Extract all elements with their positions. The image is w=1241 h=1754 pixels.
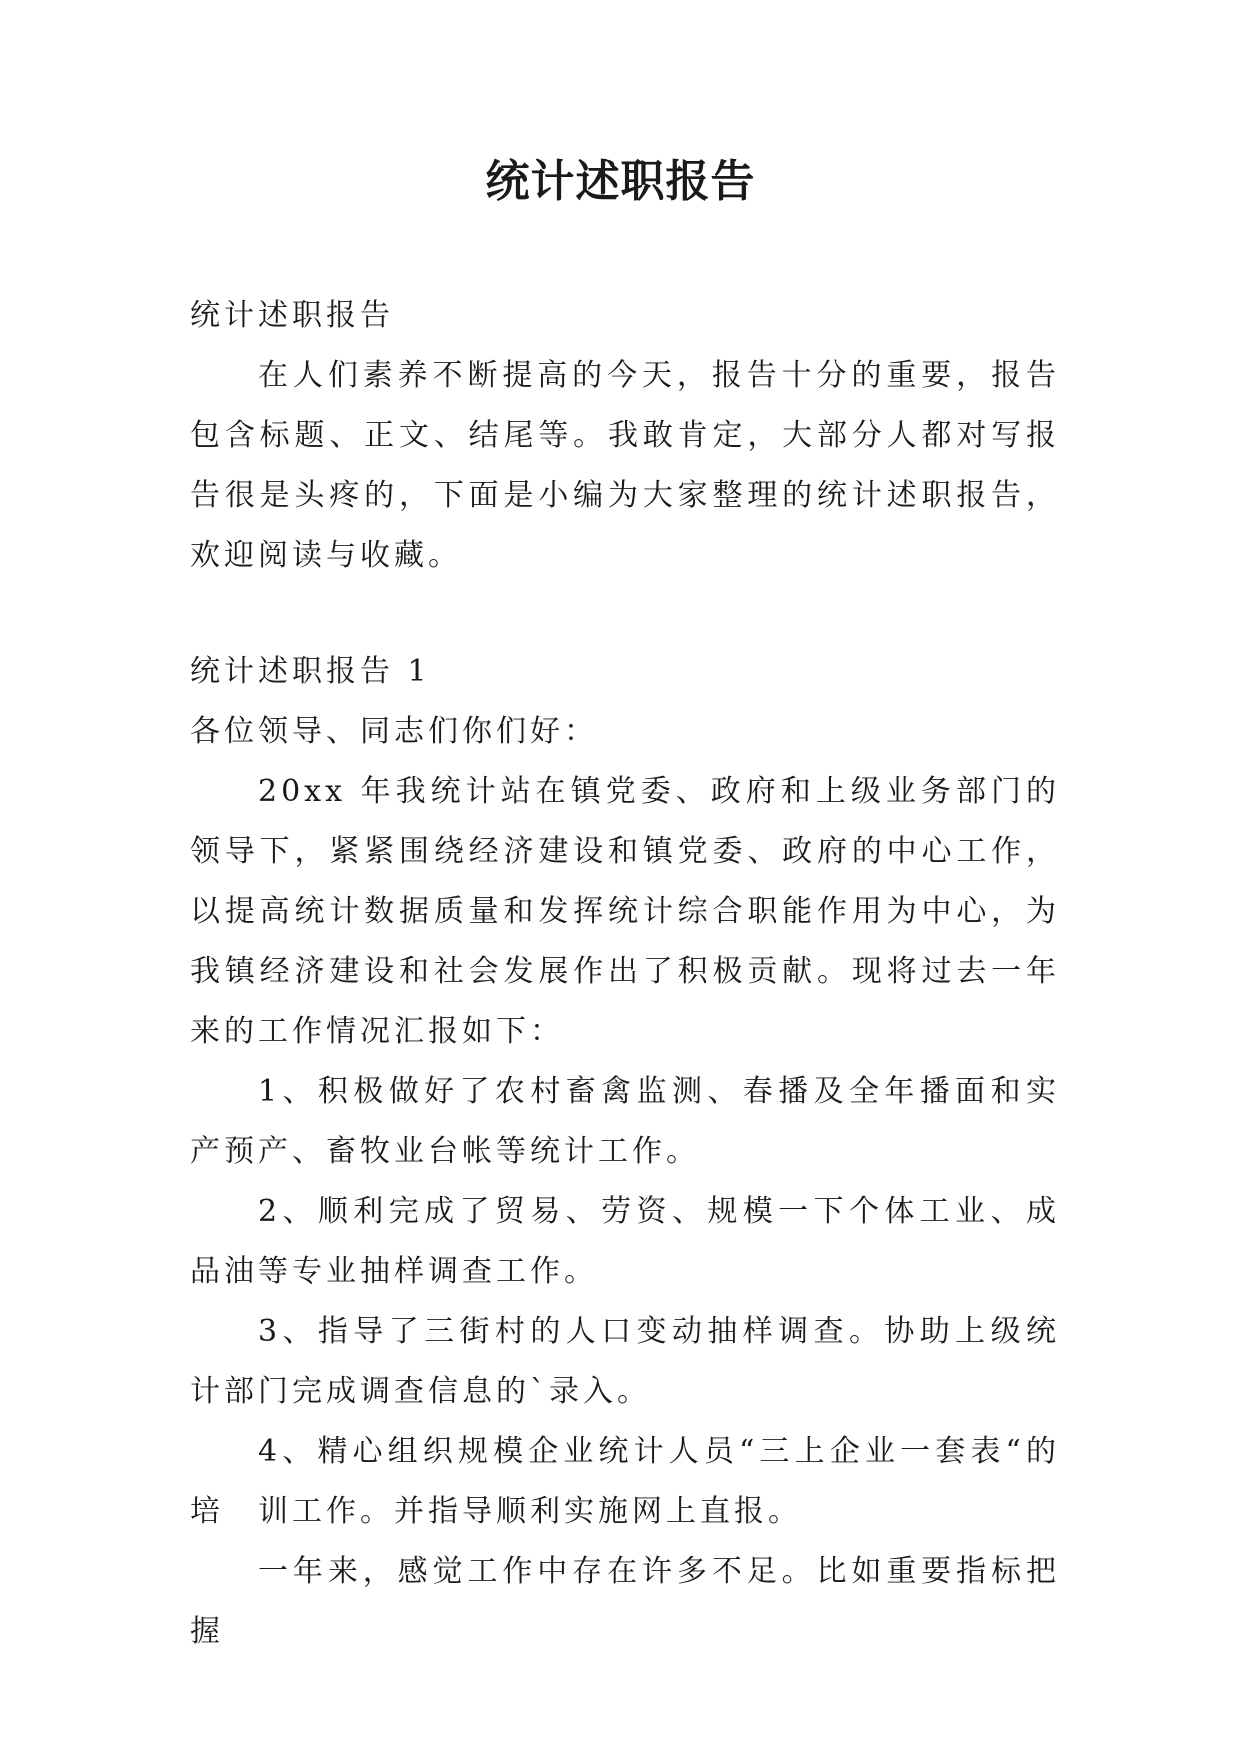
list-item: 4、精心组织规模企业统计人员“三上企业一套表“的培 训工作。并指导顺利实施网上直报。 (190, 1434, 1060, 1529)
report-heading: 统计述职报告 1 (190, 654, 431, 689)
document-title: 统计述职报告 (485, 156, 756, 207)
list-item: 3、指导了三街村的人口变动抽样调查。协助上级统计部门完成调查信息的`录入。 (190, 1314, 1060, 1409)
section-heading: 统计述职报告 (190, 298, 394, 333)
list-item: 1、积极做好了农村畜禽监测、春播及全年播面和实产预产、畜牧业台帐等统计工作。 (190, 1074, 1060, 1169)
list-item: 2、顺利完成了贸易、劳资、规模一下个体工业、成品油等专业抽样调查工作。 (190, 1194, 1060, 1289)
intro-paragraph: 在人们素养不断提高的今天，报告十分的重要，报告包含标题、正文、结尾等。我敢肯定，大部分人都对写报告很是头疼的，下面是小编为大家整理的统计述职报告，欢迎阅读与收藏。 (190, 358, 1060, 573)
salutation: 各位领导、同志们你们好： (190, 714, 598, 749)
body-paragraph: 一年来，感觉工作中存在许多不足。比如重要指标把握 (190, 1554, 1060, 1649)
body-paragraph: 20xx 年我统计站在镇党委、政府和上级业务部门的领导下，紧紧围绕经济建设和镇党委、政府的中心工作，以提高统计数据质量和发挥统计综合职能作用为中心，为我镇经济建设和社会发展作出了积极贡献。现将过去一年来的工作情况汇报如下： (190, 774, 1060, 1049)
document-body (190, 286, 1060, 1662)
